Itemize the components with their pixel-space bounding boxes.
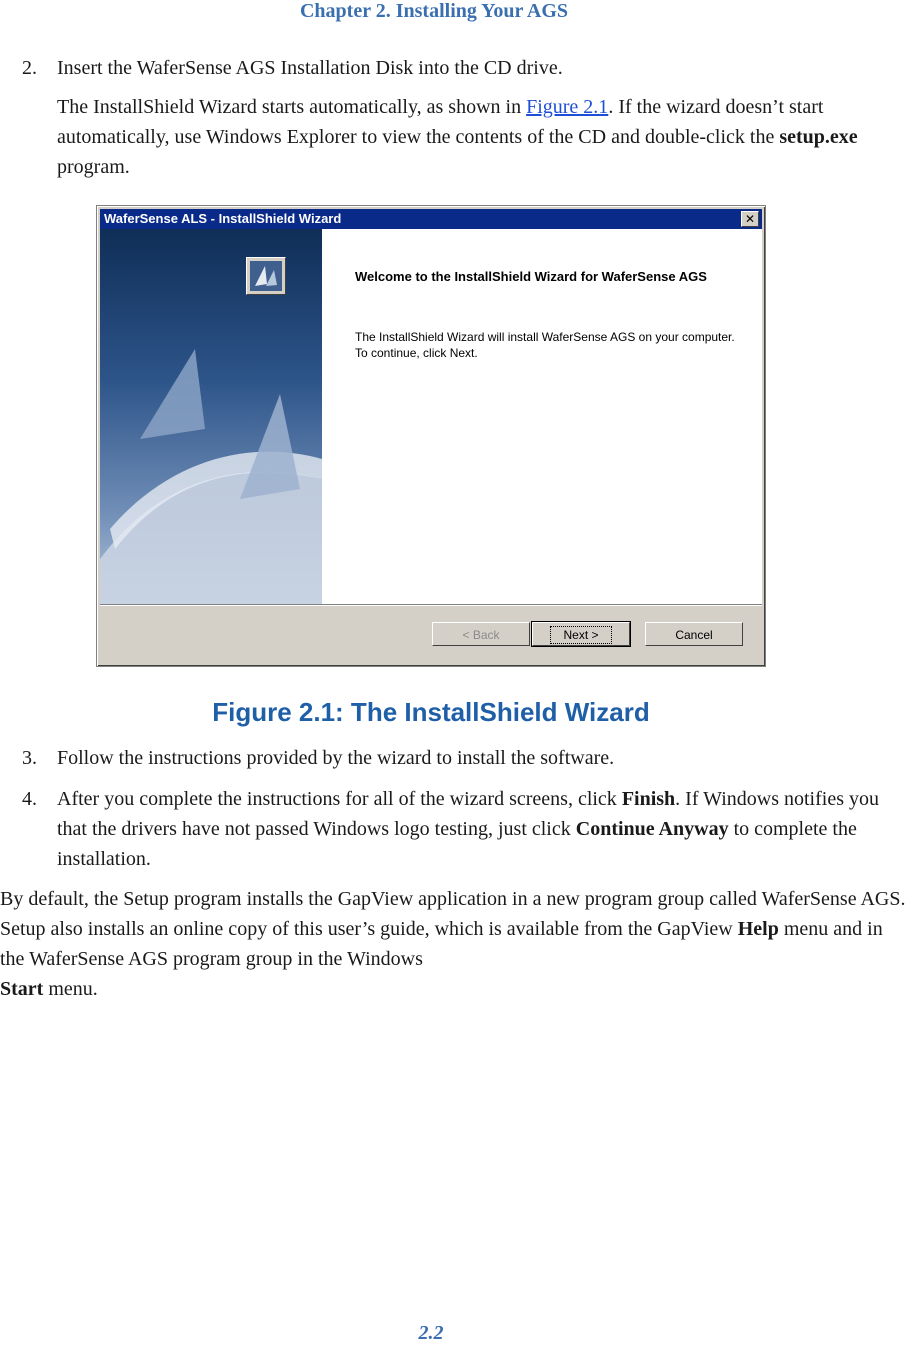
closing-text: By default, the Setup program installs the GapView application in a new program group called WaferSense AGS. Setup also installs an online copy of this user’s guide, which is available from the GapView	[0, 888, 906, 940]
figure-link[interactable]: Figure 2.1	[526, 96, 609, 118]
button-separator	[100, 604, 762, 606]
closing-text: menu.	[43, 978, 98, 1000]
step-number: 2.	[22, 57, 37, 79]
closing-text: menu and in the WaferSense AGS program group in the Windows	[0, 918, 883, 970]
closing-paragraph	[0, 884, 912, 1004]
step-text-part: to complete the installation.	[57, 818, 857, 870]
detail-text: program.	[57, 156, 130, 178]
page-number: 2.2	[418, 1322, 444, 1344]
chapter-header: Chapter 2. Installing Your AGS	[299, 0, 569, 22]
step-text: Follow the instructions provided by the wizard to install the software.	[57, 747, 615, 769]
next-button-label: Next >	[550, 626, 611, 644]
step-bold: Finish	[621, 788, 676, 810]
detail-text: . If the wizard doesn’t start automatically, use Windows Explorer to view the contents of the CD and double-click the	[57, 96, 824, 148]
window-title: WaferSense ALS - InstallShield Wizard	[104, 211, 342, 226]
window-titlebar	[100, 209, 762, 229]
step-text: Insert the WaferSense AGS Installation Disk into the CD drive.	[57, 57, 563, 79]
detail-bold: setup.exe	[779, 126, 858, 148]
step-number: 3.	[22, 747, 37, 769]
closing-bold: Help	[737, 918, 779, 940]
next-button[interactable]	[532, 622, 630, 646]
step-text-part: . If Windows notifies you that the drivers have not passed Windows logo testing, just click	[57, 788, 879, 840]
sail-swoosh-graphic	[100, 229, 322, 604]
detail-text: The InstallShield Wizard starts automatically, as shown in	[57, 96, 527, 118]
installshield-wizard-window	[96, 205, 766, 667]
back-button[interactable]: < Back	[432, 622, 530, 646]
cancel-button[interactable]: Cancel	[645, 622, 743, 646]
close-button[interactable]: ✕	[741, 211, 759, 227]
step-detail-paragraph	[57, 92, 909, 182]
welcome-body: The InstallShield Wizard will install WaferSense AGS on your computer. To continue, click Next.	[355, 330, 735, 360]
installshield-logo-icon	[246, 257, 286, 295]
wizard-content-pane	[322, 229, 762, 604]
wizard-side-graphic	[100, 229, 322, 604]
step-number: 4.	[22, 788, 37, 810]
figure-caption: Figure 2.1: The InstallShield Wizard	[212, 697, 650, 727]
closing-bold: Start	[0, 978, 44, 1000]
step-bold: Continue Anyway	[575, 818, 729, 840]
step-text-part: After you complete the instructions for all of the wizard screens, click	[57, 788, 622, 810]
step-text	[57, 784, 902, 874]
welcome-heading: Welcome to the InstallShield Wizard for WaferSense AGS	[355, 269, 707, 284]
